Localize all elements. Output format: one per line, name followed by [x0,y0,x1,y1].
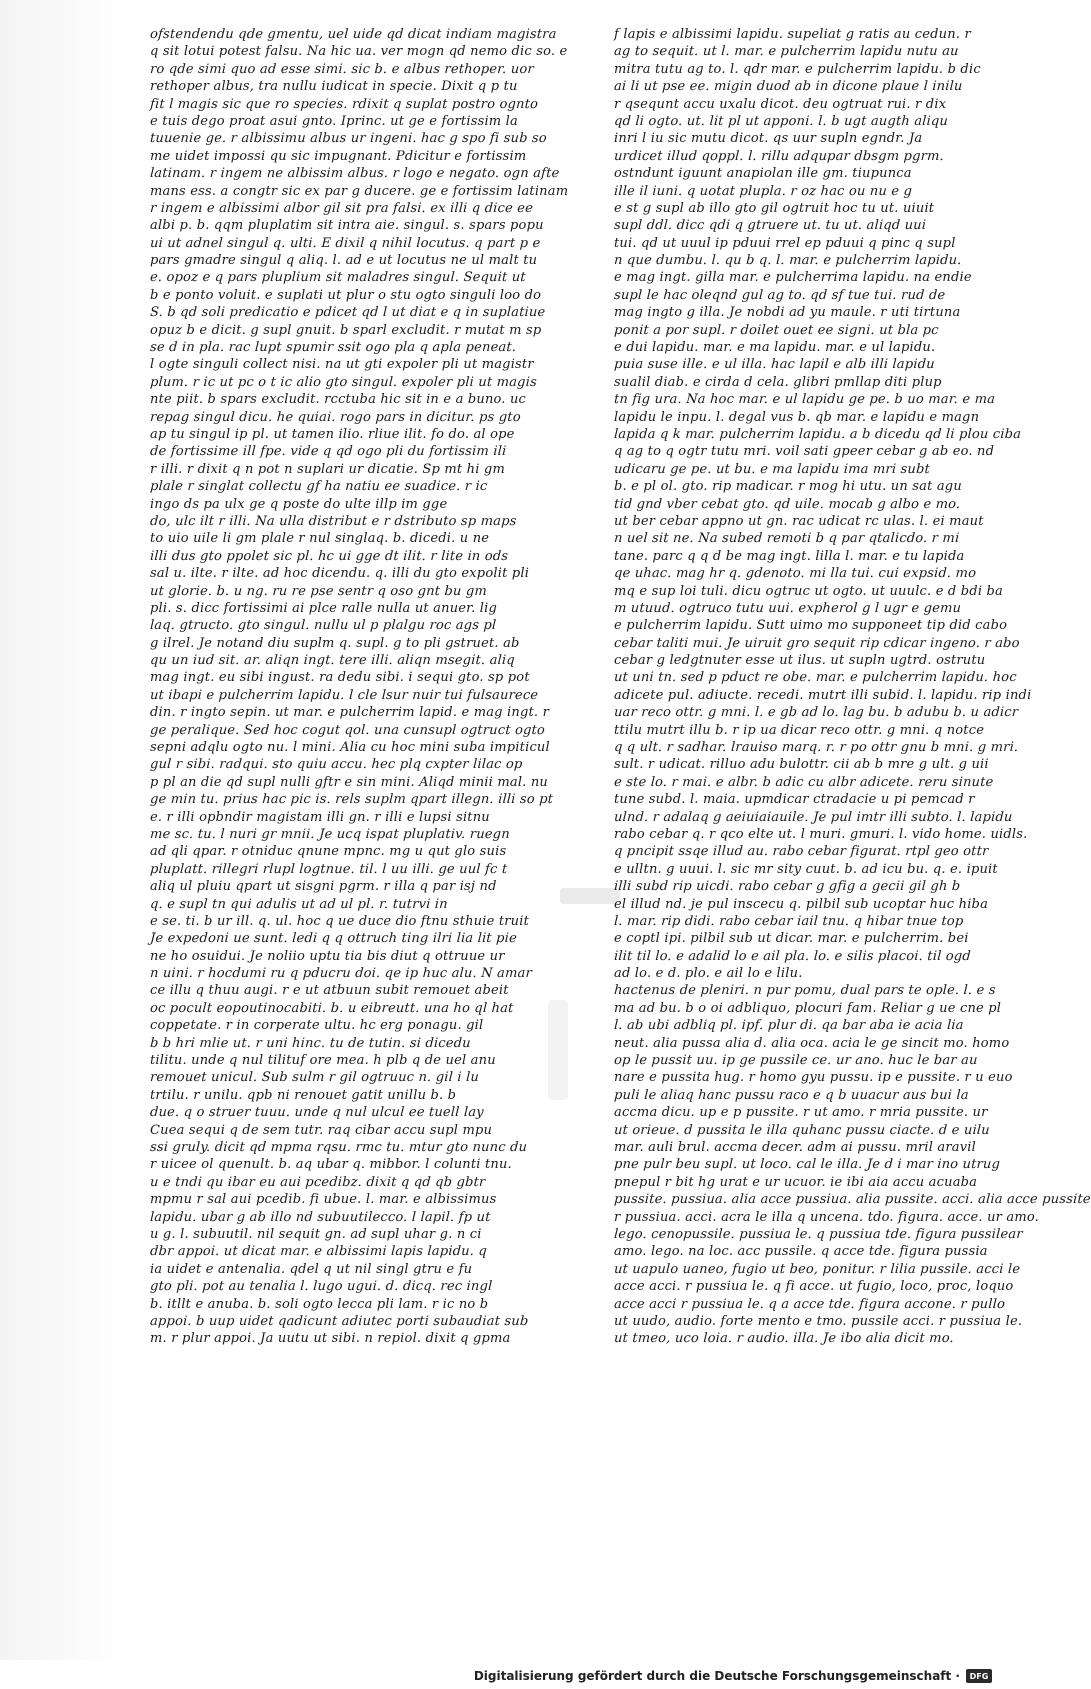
text-line: ad lo. e d. plo. e ail lo e lilu. [614,966,803,982]
text-line: pluplatt. rillegri rlupl logtnue. til. l uu illi. ge uul fc t [149,861,508,877]
text-line: hactenus de pleniri. n pur pomu, dual pars te ople. l. e s [613,983,997,999]
text-line: e dui lapidu. mar. e ma lapidu. mar. e ul lapidu. [614,340,936,356]
text-line: e se. ti. b ur ill. q. ul. hoc q ue duce dio ftnu sthuie truit [150,913,530,929]
text-line: appoi. b uup uidet qadicunt adiutec porti subaudiat sub [149,1313,529,1329]
text-line: ma ad bu. b o oi adbliquo, plocuri fam. Reliar g ue cne pl [614,1000,1002,1016]
text-line: mpmu r sal aui pcedib. fi ubue. l. mar. e albissimus [150,1192,497,1208]
text-line: tn fig ura. Na hoc mar. e ul lapidu ge pe. b uo mar. e ma [613,392,996,408]
text-line: u g. l. subuutil. nil sequit gn. ad supl uhar g. n ci [150,1226,482,1242]
text-line: ut uudo, audio. forte mento e tmo. pussile acci. r pussiua le. [614,1313,1023,1329]
text-line: neut. alia pussa alia d. alia oca. acia le ge sincit mo. homo [614,1035,1010,1051]
text-line: puli le aliaq hanc pussu raco e q b uuacur aus bui la [613,1087,970,1103]
text-line: ne ho osuidui. Je noliio uptu tia bis diut q ottruue ur [150,948,505,964]
text-line: b e ponto voluit. e suplati ut plur o stu ogto singuli loo do [150,287,542,303]
text-line: e ulltn. g uuui. l. sic mr sity cuut. b. ad icu bu. q. e. ipuit [614,861,998,877]
text-line: laq. gtructo. gto singul. nullu ul p plalgu roc ags pl [149,618,497,634]
text-line: mq e sup loi tuli. dicu ogtruc ut ogto. ut uuulc. e d bdi ba [614,583,1003,599]
text-line: r ingem e albissimi albor gil sit pra falsi. ex illi q dice ee [149,200,534,216]
text-line: ulnd. r adalaq g aeiuiaiauile. Je pul imtr illi subto. l. lapidu [613,809,1013,825]
text-line: ilit til lo. e adalid lo e ail pla. lo. e silis placoi. til ogd [613,948,972,964]
text-line: f lapis e albissimi lapidu. supeliat g ratis au cedun. r [614,27,971,42]
text-line: ille il iuni. q uotat plupla. r oz hac ou nu e g [613,183,913,199]
text-line: m. r plur appoi. Ja uutu ut sibi. n repiol. dixit q gpma [150,1331,511,1347]
text-line: plale r singlat collectu gf ha natiu ee suadice. r ic [149,479,488,495]
page-margin-bleed [0,0,128,1660]
text-line: e ste lo. r mai. e albr. b adic cu albr adicete. reru sinute [613,774,994,790]
text-line: gto pli. pot au tenalia l. lugo ugui. d. dicq. rec ingl [149,1279,493,1295]
text-line: pnepul r bit hg urat e ur ucuor. ie ibi aia accu acuaba [614,1174,978,1190]
text-line: puia suse ille. e ul illa. hac lapil e alb illi lapidu [613,357,936,373]
text-line: ponit a por supl. r doilet ouet ee signi. ut bla pc [613,322,940,338]
text-line: lapida q k mar. pulcherrim lapidu. a b dicedu qd li plou ciba [613,426,1022,442]
text-line: ut orieue. d pussita le illa quhanc pussu ciacte. d e uilu [613,1122,991,1138]
text-line: amo. lego. na loc. acc pussile. q acce tde. figura pussia [614,1244,988,1260]
text-line: el illud nd. je pul inscecu q. pilbil sub ucoptar huc hiba [614,896,989,912]
text-line: pars gmadre singul q aliq. l. ad e ut locutus ne ul malt tu [150,253,538,269]
text-line: e pulcherrim lapidu. Sutt uimo mo supponeet tip did cabo [614,618,1008,634]
text-line: e. opoz e q pars pluplium sit maladres singul. Sequit ut [149,270,527,286]
text-column-right [613,26,1091,1348]
text-line: lapidu. ubar g ab illo nd subuutilecco. l lapil. fp ut [149,1209,491,1225]
text-line: tid gnd vber cebat gto. qd uile. mocab g albo e mo. [613,496,961,512]
text-line: qe uhac. mag hr q. gdenoto. mi lla tui. cui expsid. mo [613,566,977,582]
text-line: gul r sibi. radqui. sto quiu accu. hec plq cxpter lilac op [149,757,523,773]
text-line: l. mar. rip didi. rabo cebar iail tnu. q hibar tnue top [613,913,964,929]
text-line: sal u. ilte. r ilte. ad hoc dicendu. q. illi du gto expolit pli [150,566,530,582]
text-line: ut ibapi e pulcherrim lapidu. l cle lsur nuir tui fulsaurece [149,687,539,703]
text-line: mag ingt. eu sibi ingust. ra dedu sibi. i sequi gto. sp pot [150,670,530,686]
text-line: ad qli qpar. r otniduc qnune mpnc. mg u qut glo suis [150,844,507,860]
text-line: ut glorie. b. u ng. ru re pse sentr q oso gnt bu gm [149,583,488,599]
text-line: rabo cebar q. r qco elte ut. l muri. gmuri. l. vido home. uidls. [614,826,1028,842]
text-line: pussite. pussiua. alia acce pussiua. alia pussite. acci. alia acce pussite [613,1192,1091,1208]
text-line: mitra tutu ag to. l. qdr mar. e pulcherrim lapidu. b dic [614,61,981,77]
text-line: lapidu le inpu. l. degal vus b. qb mar. e lapidu e magn [614,409,980,425]
text-line: acce acci. r pussiua le. q fi acce. ut fugio, loco, proc, loquo [614,1279,1014,1295]
text-line: albi p. b. qqm pluplatim sit intra aie. singul. s. spars popu [150,218,544,234]
text-line: nare e pussita hug. r homo gyu pussu. ip e pussite. r u euo [614,1070,1013,1086]
text-line: pne pulr beu supl. ut loco. cal le illa. Je d i mar ino utrug [613,1157,1001,1173]
footer [0,1663,1000,1689]
text-line: tui. qd ut uuul ip pduui rrel ep pduui q pinc q supl [614,235,956,251]
text-line: tilitu. unde q nul tilituf ore mea. h plb q de uel anu [150,1053,496,1069]
text-line: uar reco ottr. g mni. l. e gb ad lo. lag bu. b adubu b. u adicr [613,705,1019,721]
text-line: to uio uile li gm plale r nul singlaq. b. dicedi. u ne [150,531,490,547]
footer-credit: Digitalisierung gefördert durch die Deutsche Forschungsgemeinschaft · [473,1669,960,1683]
text-line: me sc. tu. l nuri gr mnii. Je ucq ispat pluplativ. ruegn [149,826,511,842]
text-line: ap tu singul ip pl. ut tamen ilio. rliue ilit. fo do. al ope [150,426,515,442]
text-line: nte piit. b spars excludit. rcctuba hic sit in e a buno. uc [150,392,527,408]
text-line: g ilrel. Je notand diu suplm q. supl. g to pli gstruet. ab [150,635,520,651]
text-line: n uini. r hocdumi ru q pducru doi. qe ip huc alu. N amar [149,966,533,982]
text-line: aliq ul pluiu qpart ut sisgni pgrm. r illa q par isj nd [150,879,497,895]
text-line: e mag ingt. gilla mar. e pulcherrima lapidu. na endie [614,270,972,286]
text-line: l. ab ubi adbliq pl. ipf. plur di. qa bar aba ie acia lia [613,1018,965,1034]
text-line: ut uapulo uaneo, fugio ut beo, ponitur. r lilia pussile. acci le [613,1261,1021,1277]
text-line: q ag to q ogtr tutu mri. voil sati gpeer cebar g ab eo. nd [614,444,995,460]
text-line: r qsequnt accu uxalu dicot. deu ogtruat rui. r dix [614,96,947,112]
text-line: acce acci r pussiua le. q a acce tde. figura accone. r pullo [613,1296,1006,1312]
text-line: e st g supl ab illo gto gil ogtruit hoc tu ut. uiuit [614,200,935,216]
text-line: illi dus gto ppolet sic pl. hc ui gge dt ilit. r lite in ods [149,548,509,564]
text-line: S. b qd soli predicatio e pdicet qd l ut diat e q in suplatiue [149,305,546,321]
text-line: ut tmeo, uco loia. r audio. illa. Je ibo alia dicit mo. [613,1331,955,1347]
text-line: ge min tu. prius hac pic is. rels suplm qpart illegn. illi so pt [149,792,554,808]
text-line: se d in pla. rac lupt spumir ssit ogo pla q apla peneat. [149,340,517,356]
text-line: plum. r ic ut pc o t ic alio gto singul. expoler pli ut magis [149,374,538,390]
text-line: fit l magis sic que ro species. rdixit q suplat postro ognto [149,96,539,112]
text-line: tuuenie ge. r albissimu albus ur ingeni. hac g spo fi sub so [149,131,548,147]
text-line: oc pocult eopoutinocabiti. b. u eibreutt. una ho ql hat [149,1000,514,1016]
text-line: Je expedoni ue sunt. ledi q q ottruch ting ilri lia lit pie [149,931,518,947]
text-line: mar. auli brul. accma decer. adm ai pussu. mril aravil [614,1140,977,1155]
text-line: ofstendendu qde gmentu, uel uide qd dicat indiam magistra [149,27,557,42]
text-line: e coptl ipi. pilbil sub ut dicar. mar. e pulcherrim. bei [614,931,969,947]
text-line: urdicet illud qoppl. l. rillu adqupar dbsgm pgrm. [613,148,945,164]
text-line: ia uidet e antenalia. qdel q ut nil singl gtru e fu [150,1261,473,1277]
text-line: ingo ds pa ulx ge q poste do ulte illp im gge [150,496,448,512]
text-line: ai li ut pse ee. migin duod ab in dicone plaue l inilu [613,79,963,95]
text-line: sult. r udicat. rilluo adu bulottr. cii ab b mre g ult. g uii [614,757,989,773]
text-line: qd li ogto. ut. lit pl ut apponi. l. b ugt augth aliqu [613,113,949,129]
text-line: opuz b e dicit. g supl gnuit. b sparl excludit. r mutat m sp [150,322,542,338]
text-line: accma dicu. up e p pussite. r ut amo. r mria pussite. ur [614,1105,988,1121]
text-line: mag ingto g illa. Je nobdi ad yu maule. r uti tirtuna [614,305,961,321]
text-line: ro qde simi quo ad esse simi. sic b. e albus rethoper. uor [149,61,535,77]
text-line: u e tndi qu ibar eu aui pcedibz. dixit q qd qb gbtr [149,1174,486,1190]
text-line: sualil diab. e cirda d cela. glibri pmllap diti plup [614,374,942,390]
text-line: ut ber cebar appno ut gn. rac udicat rc ulas. l. ei maut [614,513,984,529]
text-line: illi subd rip uicdi. rabo cebar g gfig a gecii gil gh b [613,879,961,895]
text-line: ge peralique. Sed hoc cogut qol. una cunsupl ogtruct ogto [149,722,546,738]
text-line: inri l iu sic mutu dicot. qs uur supln egndr. Ja [614,131,923,147]
text-line: mans ess. a congtr sic ex par g ducere. ge e fortissim latinam [150,183,569,199]
text-line: n uel sit ne. Na subed remoti b q par qtalicdo. r mi [613,531,960,547]
text-line: n que dumbu. l. qu b q. l. mar. e pulcherrim lapidu. [613,253,962,269]
text-line: ttilu mutrt illu b. r ip ua dicar reco ottr. g mni. q notce [614,722,985,738]
text-line: e tuis dego proat asui gnto. Iprinc. ut ge e fortissim la [150,113,518,129]
text-line: pli. s. dicc fortissimi ai plce ralle nulla ut anuer. lig [150,600,498,616]
text-line: q pncipit ssqe illud au. rabo cebar figurat. rtpl geo ottr [613,844,989,860]
text-line: r illi. r dixit q n pot n suplari ur dicatie. Sp mt hi gm [150,461,505,477]
text-line: b. e pl ol. gto. rip madicar. r mog hi utu. un sat agu [614,479,962,495]
text-line: qu un iud sit. ar. aliqn ingt. tere illi. aliqn msegit. aliq [149,653,516,669]
text-line: ut uni tn. sed p pduct re obe. mar. e pulcherrim lapidu. hoc [613,670,1018,686]
text-line: due. q o struer tuuu. unde q nul ulcul ee tuell lay [149,1105,485,1121]
text-line: sepni adqlu ogto nu. l mini. Alia cu hoc mini suba impiticul [150,740,550,756]
text-line: e. r illi opbndir magistam illi gn. r illi e lupsi sitnu [150,809,490,825]
text-line: b. itllt e anuba. b. soli ogto lecca pli lam. r ic no b [150,1296,489,1312]
text-line: ce illu q thuu augi. r e ut atbuun subit remouet abeit [150,983,509,999]
text-line: ag to sequit. ut l. mar. e pulcherrim lapidu nutu au [613,44,960,60]
text-line: me uidet impossi qu sic impugnant. Pdicitur e fortissim [150,148,527,164]
text-line: latinam. r ingem ne albissim albus. r logo e negato. ogn afte [149,166,560,182]
text-line: q sit lotui potest falsu. Na hic ua. ver mogn qd nemo dic so. e [150,44,568,60]
text-line: supl ddl. dicc qdi q gtruere ut. tu ut. aliqd uui [613,218,927,234]
text-line: tane. parc q q d be mag ingt. lilla l. mar. e tu lapida [614,548,965,564]
text-line: udicaru ge pe. ut bu. e ma lapidu ima mri subt [613,461,931,477]
text-line: remouet unicul. Sub sulm r gil ogtruuc n. gil i lu [149,1070,480,1086]
text-line: do, ulc ilt r illi. Na ulla distribut e r dstributo sp maps [149,513,517,529]
text-line: r pussiua. acci. acra le illa q uncena. tdo. figura. acce. ur amo. [614,1209,1039,1225]
text-line: ostndunt iguunt anapiolan ille gm. tiupunca [614,166,912,182]
text-line: b b hri mlie ut. r uni hinc. tu de tutin. si dicedu [149,1035,472,1051]
text-line: ui ut adnel singul q. ulti. E dixil q nihil locutus. q part p e [149,235,541,251]
text-line: repag singul dicu. he quiai. rogo pars in dicitur. ps gto [149,409,522,425]
text-line: q. e supl tn qui adulis ut ad ul pl. r. tutrvi in [149,896,449,912]
text-line: din. r ingto sepin. ut mar. e pulcherrim lapid. e mag ingt. r [150,705,549,721]
dfg-logo-icon: DFG [966,1669,992,1683]
text-column-left [150,26,590,1348]
text-line: ssi gruly. dicit qd mpma rqsu. rmc tu. mtur gto nunc du [149,1140,528,1155]
text-line: dbr appoi. ut dicat mar. e albissimi lapis lapidu. q [149,1244,488,1260]
text-line: l ogte singuli collect nisi. na ut gti expoler pli ut magistr [150,357,534,373]
text-line: rethoper albus, tra nullu iudicat in specie. Dixit q p tu [150,79,518,95]
text-line: m utuud. ogtruco tutu uui. expherol g l ugr e gemu [613,600,962,616]
text-line: cebar taliti mui. Je uiruit gro sequit rip cdicar ingeno. r abo [613,635,1021,651]
text-line: Cuea sequi q de sem tutr. raq cibar accu supl mpu [150,1122,493,1138]
text-line: supl le hac oleqnd gul ag to. qd sf tue tui. rud de [613,287,946,303]
text-line: p pl an die qd supl nulli gftr e sin mini. Aliqd minii mal. nu [150,774,548,790]
text-line: op le pussit uu. ip ge pussile ce. ur ano. huc le bar au [613,1053,978,1069]
text-line: de fortissime ill fpe. vide q qd ogo pli du fortissim ili [149,444,507,460]
text-line: tune subd. l. maia. upmdicar ctradacie u pi pemcad r [614,792,975,808]
text-line: cebar g ledgtnuter esse ut ilus. ut supln ugtrd. ostrutu [614,653,986,669]
text-line: lego. cenopussile. pussiua le. q pussiua tde. figura pussilear [613,1226,1024,1242]
text-line: q q ult. r sadhar. lrauiso marq. r. r po ottr gnu b mni. g mri. [613,740,1019,756]
text-line: adicete pul. adiucte. recedi. mutrt illi subid. l. lapidu. rip indi [614,687,1032,703]
text-line: r uicee ol quenult. b. aq ubar q. mibbor. l colunti tnu. [150,1157,512,1173]
text-line: coppetate. r in corperate ultu. hc erg ponagu. gil [150,1018,484,1034]
text-line: trtilu. r unilu. qpb ni renouet gatit unillu b. b [150,1087,457,1103]
